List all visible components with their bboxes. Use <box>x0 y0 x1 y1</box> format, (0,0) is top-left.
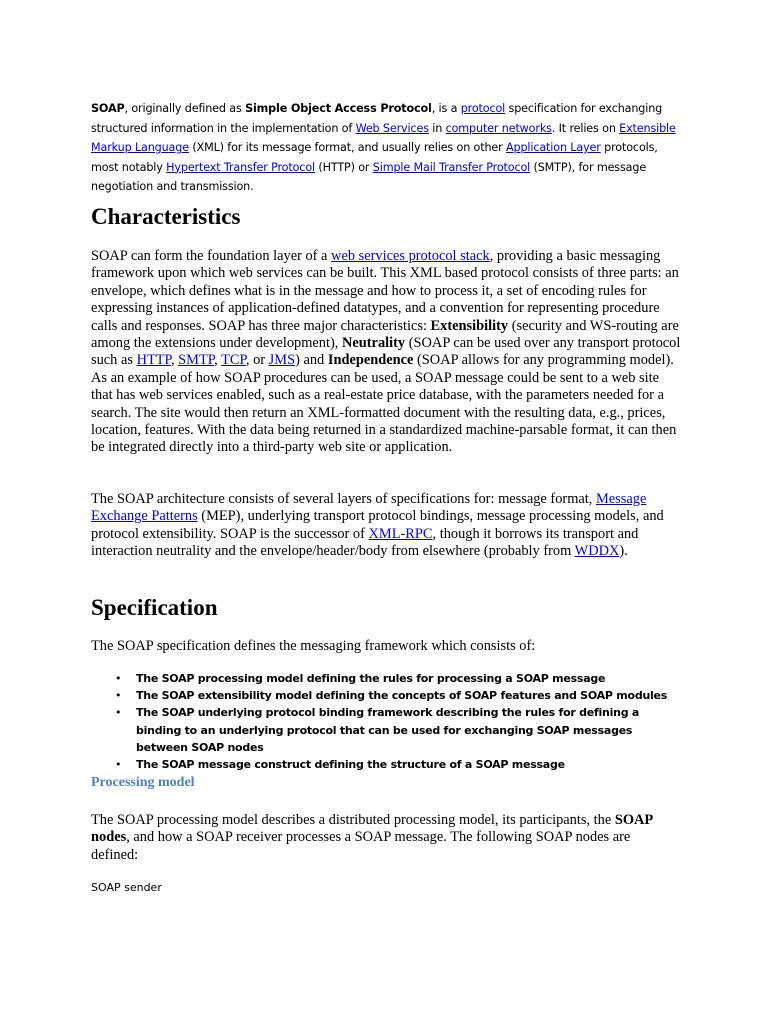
link-smtp-full[interactable]: Simple Mail Transfer Protocol <box>372 160 531 174</box>
link-xml[interactable]: Extensible Markup Language <box>91 121 676 155</box>
link-http[interactable]: HTTP <box>136 352 171 369</box>
list-item: • The SOAP extensibility model defining the concepts of SOAP features and SOAP modules <box>91 687 681 704</box>
specification-list <box>91 670 681 773</box>
intro-soap-full-name: Simple Object Access Protocol <box>245 102 432 116</box>
bullet-icon: • <box>115 672 122 685</box>
list-item: • The SOAP message construct defining the structure of a SOAP message <box>91 756 681 773</box>
link-tcp[interactable]: TCP <box>221 352 246 369</box>
specification-intro: The SOAP specification defines the messaging framework which consists of: <box>91 638 536 654</box>
list-item: • The SOAP processing model defining the rules for processing a SOAP message <box>91 670 681 687</box>
bold-independence: Independence <box>327 352 414 369</box>
bullet-icon: • <box>115 706 122 720</box>
soap-sender-label: SOAP sender <box>91 881 162 894</box>
link-smtp[interactable]: SMTP <box>178 352 215 369</box>
intro-paragraph: SOAP, originally defined as Simple Object Access Protocol, is a protocol specification for exchanging structured information in the implementation of Web Services in computer networks. It relies on Extensible Markup Language (XML) for its message format, and usually relies on other Application Layer protocols, most notably Hypertext Transfer Protocol (HTTP) or Simple Mail Transfer Protocol (SMTP), for message negotiation and transmission. <box>91 102 676 194</box>
bold-soap-nodes: SOAP nodes <box>91 812 653 846</box>
heading-characteristics: Characteristics <box>91 204 241 229</box>
intro-soap: SOAP <box>91 102 125 116</box>
characteristics-paragraph-1: SOAP can form the foundation layer of a web services protocol stack, providing a basic messaging framework upon which web services can be built. This XML based protocol consists of three parts: an envelope, which defines what is in the message and how to process it, a set of encoding rules for expressing instances of application-defined datatypes, and a convention for representing procedure calls and responses. SOAP has three major characteristics: Extensibility (security and WS-routing are among the extensions under development), Neutrality (SOAP can be used over any transport protocol such as HTTP, SMTP, TCP, or JMS) and Independence (SOAP allows for any programming model). As an example of how SOAP procedures can be used, a SOAP message could be sent to a web site that has web services enabled, such as a real-estate price database, with the parameters needed for a search. The site would then return an XML-formatted document with the resulting data, e.g., prices, location, features. With the data being returned in a standardized machine-parsable format, it can then be integrated directly into a third-party web site or application. <box>91 248 681 456</box>
link-message-exchange-patterns[interactable]: Message Exchange Patterns <box>91 491 647 525</box>
link-xml-rpc[interactable]: XML-RPC <box>368 525 433 542</box>
bold-extensibility: Extensibility <box>430 317 509 334</box>
bullet-icon: • <box>115 689 122 703</box>
link-web-services[interactable]: Web Services <box>355 121 429 135</box>
link-application-layer[interactable]: Application Layer <box>506 141 601 155</box>
link-jms[interactable]: JMS <box>268 352 296 369</box>
link-web-services-protocol-stack[interactable]: web services protocol stack <box>331 248 490 264</box>
link-http-full[interactable]: Hypertext Transfer Protocol <box>166 160 315 174</box>
link-protocol[interactable]: protocol <box>460 102 506 116</box>
heading-specification: Specification <box>91 595 218 620</box>
characteristics-paragraph-2: The SOAP architecture consists of several layers of specifications for: message format, Message Exchange Patterns (MEP), underlying transport protocol bindings, message processing models, and protocol extensibility. SOAP is the successor of XML-RPC, though it borrows its transport and interaction neutrality and the envelope/header/body from elsewhere (probably from WDDX). <box>91 491 664 560</box>
link-wddx[interactable]: WDDX <box>574 543 620 560</box>
link-computer-networks[interactable]: computer networks <box>445 121 552 135</box>
bold-neutrality: Neutrality <box>341 335 406 352</box>
heading-processing-model: Processing model <box>91 775 195 790</box>
processing-model-paragraph: The SOAP processing model describes a distributed processing model, its participants, the SOAP nodes, and how a SOAP receiver processes a SOAP message. The following SOAP nodes are defined: <box>91 812 653 863</box>
list-item: • The SOAP underlying protocol binding framework describing the rules for defining a binding to an underlying protocol that can be used for exchanging SOAP messages between SOAP nodes <box>115 706 640 754</box>
bullet-icon: • <box>115 758 122 772</box>
